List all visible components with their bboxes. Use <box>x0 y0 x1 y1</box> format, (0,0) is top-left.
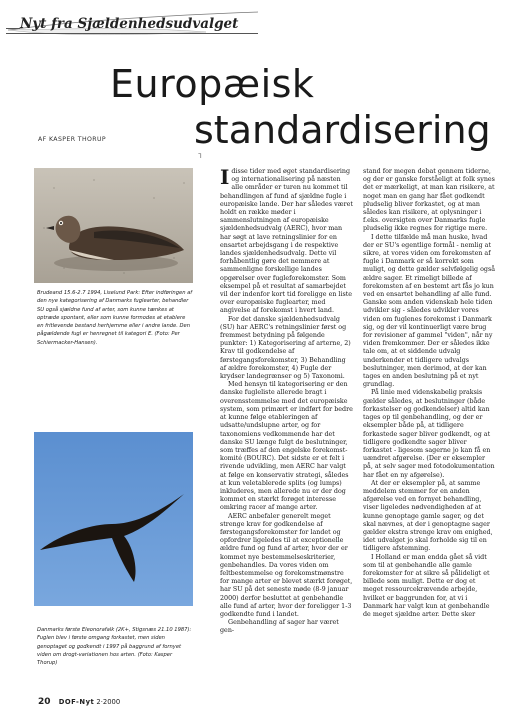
page-number: 20 <box>38 697 51 707</box>
paragraph <box>220 165 353 316</box>
section-title: Nyt fra Sjældenhedsudvalget <box>20 16 239 32</box>
falcon-photo <box>34 432 193 606</box>
paragraph: På linie med videnskabelig praksis gælder således, at beslutninger (både forkastelser og godkendelser) altid kan tages op til genbehandling, og der er eksempler både på, at tidligere forkastede sager bliver godkendt, og at tidligere godkendte sager bliver forkastet - ligesom sagerne jo kan få en uændret afgørelse. (Der er eksempler på, at selv sager med fotodokumentation har fået en ny afgørelse). <box>363 389 495 479</box>
header-rule-left <box>6 28 20 29</box>
byline: AF KASPER THORUP <box>38 136 107 143</box>
header-rule <box>6 33 258 34</box>
paragraph-text: disse tider med øget standardisering og internationalisering på næsten alle områder er turen nu kommet til behandlingen af fund af sjældne fugle i europæiske lande. Der har således været holdt en række møder i sammenslutningen af europæiske sjældenhedsudvalg (AERC), hvor man har søgt at lave retningslinier for en ensartet arbejdsgang i de respektive landes sjældenhedsudvalg. Dette vil forhåbentlig gøre det nemmere at sammenligne forskellige landes opgørelser over fugleforekomster. Som eksempel på et resultat af samarbejdet vil der indenfor kort tid foreligge en liste over europæiske fuglearter, med angivelse af forekomst i hvert land. <box>220 168 353 315</box>
article-column-1 <box>220 165 353 636</box>
paragraph: stand for megen debat gennem tiderne, og der er ganske forståeligt at folk synes det er mærkeligt, at man kan risikere, at noget man en gang har fået godkendt pludselig bliver forkastet, og at man således kan risikere, at oplysninger i f.eks. oversigten over Danmarks fugle pludselig ikke regnes for rigtige mere. <box>363 168 495 233</box>
paragraph: I Holland er man endda gået så vidt som til at genbehandle alle gamle forekomster for at sikre så pålideligt et billede som muligt. Dette er dog et meget ressourcekrævende arbejde, hvilket er baggrunden for, at vi i Danmark har valgt kun at genbehandle de meget sjældne arter. Dette sker <box>363 553 490 618</box>
paragraph: I dette tilfælde må man huske, hvad der er SU's egentlige formål - nemlig at sikre, at vores viden om forekomsten af fugle i Danmark er så korrekt som muligt, og dette gælder selvfølgelig også ældre sager. Et rimeligt billede af forekomsten af en bestemt art fås jo kun ved en ensartet behandling af alle fund. Ganske som anden videnskab hele tiden udvikler sig - således udvikler vores viden om fuglenes forekomst i Danmark sig, og der vil kontinuerligt være brug for revisioner af gammel "viden", når ny viden fremkommer. Der er således ikke tale om, at et siddende udvalg underkender et tidligere udvalgs beslutninger, men derimod, at der kan tages en anden beslutning på et nyt grundlag. <box>363 233 495 389</box>
paragraph: For det danske sjældenhedsudvalg (SU) har AERC's retningslinier først og fremmest betydning på følgende punkter: 1) Kategorisering af arterne, 2) Krav til godkendelse af førstegangsforekomster, 3) Behandling af ældre forekomster, 4) Fugle der krydser landegrænser og 5) Taxonomi. <box>220 315 351 381</box>
article-title-line2: standardisering <box>194 108 491 152</box>
paragraph: Med hensyn til kategorisering er den danske fugleliste allerede bragt i overensstemmelse med det europæiske system, som primært er indført for bedre at kunne følge etableringen af udsatte/undslupne arter, og for taxonomiens vedkommende har det danske SU længe fulgt de beslutninger, som træffes af den engelske forekomst-komité (BOURC). Det sidste er et felt i rivende udvikling, men AERC har valgt at følge en konservativ strategi, således at kun veletablerede splits (og lumps) inkluderes, men allerede nu er der dog kommet en stærkt forøget interesse omkring racer af mange arter. <box>220 381 353 512</box>
photo2-caption: Danmarks første Eleonorafalk (2K+, Stigsnæs 21.10 1987): Fuglen blev i første omgang forkastet, men siden genoptaget og godkendt i 1997 på baggrund af fornyet viden om drogt-variationen hos arten. (Foto: Kasper Thorup) <box>37 627 192 667</box>
paragraph: AERC anbefaler generelt meget strenge krav for godkendelse af førstegangsforekomster for landet og opfordrer ligeledes til at exceptionelle ældre fund og fund af arter, hvor der er kommet nye bestemmelseskriterier, genbehandles. Da vores viden om feltbestemmelse og forekomstmønstre for mange arter er blevet stærkt forøget, har SU på det seneste møde (8-9 januar 2000) derfor besluttet at genbehandle alle fund af arter, hvor der foreligger 1-3 godkendte fund i landet. <box>220 512 353 618</box>
paragraph: At der er eksempler på, at samme meddelem stemmer for en anden afgørelse ved en fornyet behandling, viser ligeledes nødvendigheden af at kunne genoptage gamle sager, og det skal nævnes, at der i genoptagne sager gælder ekstra strenge krav om enighed, idet udvalget jo skal forholde sig til en tidligere afstemning. <box>363 479 493 553</box>
duck-photo <box>34 168 193 283</box>
page-footer <box>38 697 120 707</box>
drop-cap: I <box>220 165 230 189</box>
paragraph: Genbehandling af sager har været gen- <box>220 619 339 635</box>
article-title-line1: Europæisk <box>110 62 315 106</box>
magazine-name: DOF-Nyt <box>58 698 95 706</box>
issue-number: 2·2000 <box>96 698 121 706</box>
photo1-caption: Brudeand 15.6-2.7 1994, Liselund Park: Efter indføringen af den nye kategorisering af Danmarks fuglearter, behandler SU også sjældne fund af arter, som kunne tænkes at optræde spontant, eller som kunne formodes at etablere en fritlevende bestand herhjemme eller i andre lande. Den pågældende fugl er henregnet til kategori E. (Foto: Per Schiermacker-Hansen). <box>37 290 193 346</box>
section-header <box>6 6 306 40</box>
article-column-2 <box>363 168 496 619</box>
hook-mark: ᒣ <box>198 153 202 160</box>
